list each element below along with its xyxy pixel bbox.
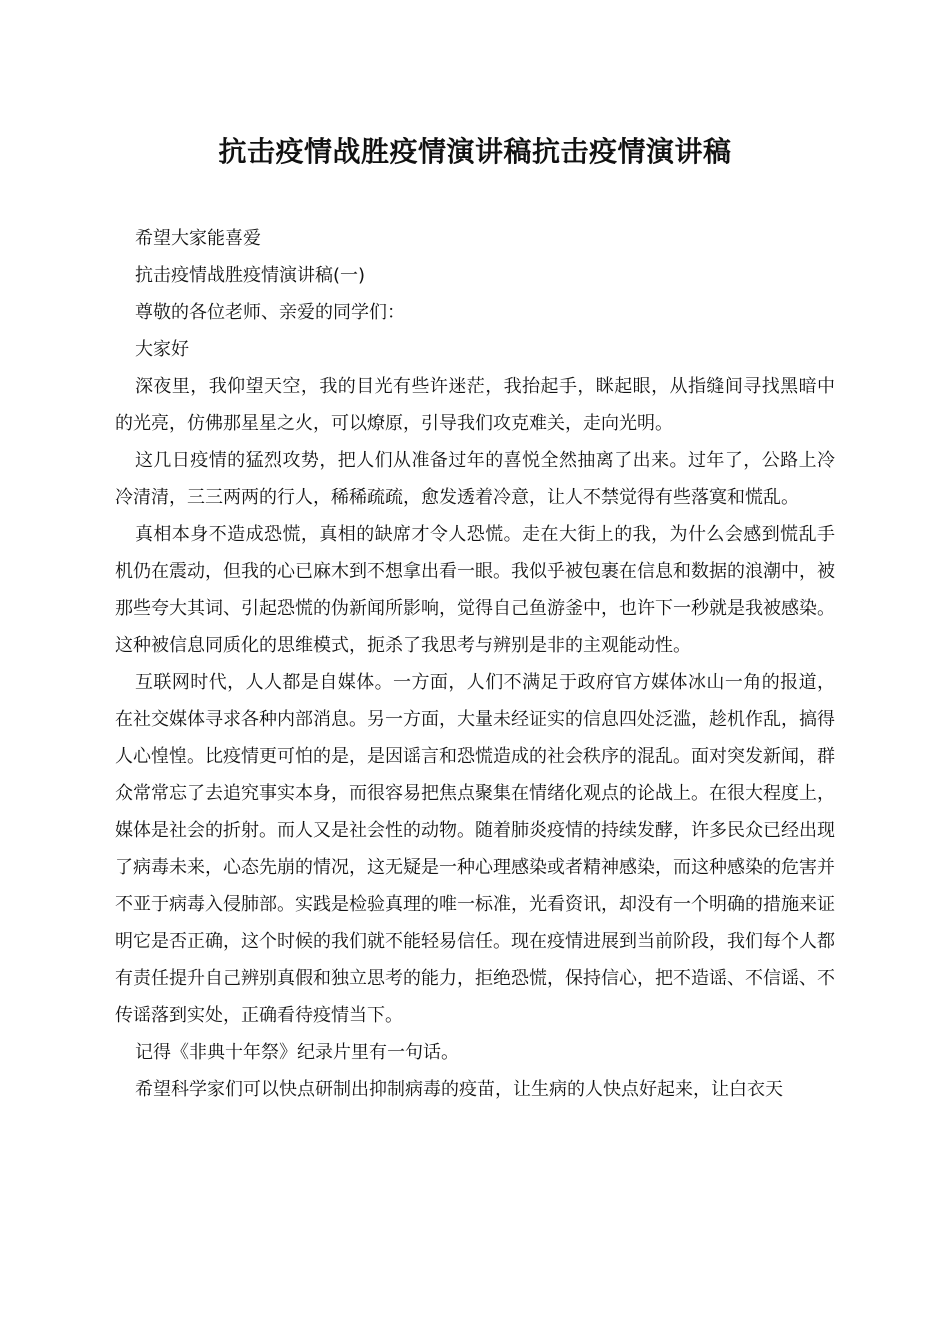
- paragraph: 尊敬的各位老师、亲爱的同学们：: [135, 302, 405, 323]
- paragraph: 真相本身不造成恐慌，真相的缺席才令人恐慌。走在大街上的我，为什么会感到慌乱手机仍在震动，但我的心已麻木到不想拿出看一眼。我似乎被包裹在信息和数据的浪潮中，被那些夸大其词、引起恐慌的伪新闻所影响，觉得自己鱼游釜中，也许下一秒就是我被感染。这种被信息同质化的思维模式，扼杀了我思考与辨别是非的主观能动性。: [115, 524, 835, 656]
- paragraph: 记得《非典十年祭》纪录片里有一句话。: [135, 1042, 459, 1063]
- document-title: 抗击疫情战胜疫情演讲稿抗击疫情演讲稿: [218, 135, 732, 168]
- paragraph: 互联网时代，人人都是自媒体。一方面，人们不满足于政府官方媒体冰山一角的报道，在社交媒体寻求各种内部消息。另一方面，大量未经证实的信息四处泛滥，趁机作乱，搞得人心惶惶。比疫情更可怕的是，是因谣言和恐慌造成的社会秩序的混乱。面对突发新闻，群众常常忘了去追究事实本身，而很容易把焦点聚集在情绪化观点的论战上。在很大程度上，媒体是社会的折射。而人又是社会性的动物。随着肺炎疫情的持续发酵，许多民众已经出现了病毒未来，心态先崩的情况，这无疑是一种心理感染或者精神感染，而这种感染的危害并不亚于病毒入侵肺部。实践是检验真理的唯一标准，光看资讯，却没有一个明确的措施来证明它是否正确，这个时候的我们就不能轻易信任。现在疫情进展到当前阶段，我们每个人都有责任提升自己辨别真假和独立思考的能力，拒绝恐慌，保持信心，把不造谣、不信谣、不传谣落到实处，正确看待疫情当下。: [115, 672, 835, 1026]
- paragraph: 这几日疫情的猛烈攻势，把人们从准备过年的喜悦全然抽离了出来。过年了，公路上冷冷清清，三三两两的行人，稀稀疏疏，愈发透着冷意，让人不禁觉得有些落寞和慌乱。: [115, 450, 835, 508]
- paragraph: 大家好: [135, 339, 189, 360]
- paragraph: 深夜里，我仰望天空，我的目光有些许迷茫，我抬起手，眯起眼，从指缝间寻找黑暗中的光亮，仿佛那星星之火，可以燎原，引导我们攻克难关，走向光明。: [115, 376, 835, 434]
- paragraph: 希望科学家们可以快点研制出抑制病毒的疫苗，让生病的人快点好起来，让白衣天: [135, 1079, 783, 1100]
- paragraph: 抗击疫情战胜疫情演讲稿(一): [135, 265, 366, 286]
- paragraph: 希望大家能喜爱: [135, 228, 261, 249]
- document-body: [115, 220, 835, 1108]
